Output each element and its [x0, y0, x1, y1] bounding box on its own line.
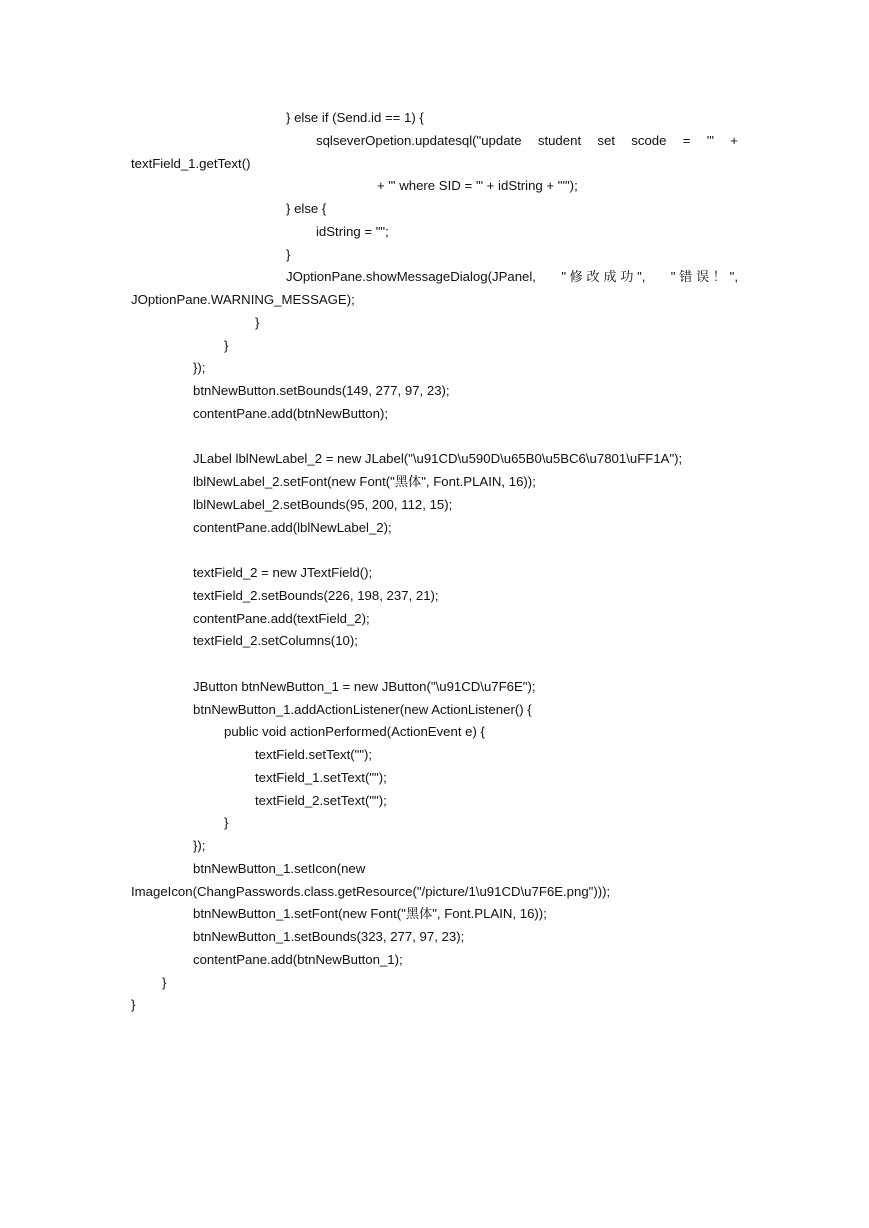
- code-line: btnNewButton_1.addActionListener(new ActionListener() {: [193, 701, 532, 717]
- code-line: });: [193, 838, 206, 853]
- code-line: }: [224, 337, 229, 353]
- code-token: JOptionPane.showMessageDialog(JPanel,: [286, 269, 536, 285]
- code-line: idString = "";: [316, 223, 389, 239]
- code-line: lblNewLabel_2.setFont(new Font("黑体", Font.PLAIN, 16));: [193, 474, 536, 489]
- code-line: contentPane.add(btnNewButton_1);: [193, 951, 403, 967]
- code-line: contentPane.add(textField_2);: [193, 610, 370, 626]
- code-line: ImageIcon(ChangPasswords.class.getResource("/picture/1\u91CD\u7F6E.png")));: [131, 883, 611, 899]
- code-line: }: [131, 997, 136, 1013]
- code-line: contentPane.add(btnNewButton);: [193, 405, 389, 421]
- code-line: textField_2.setText("");: [255, 792, 387, 808]
- code-token: " 修 改 成 功 ",: [561, 269, 646, 285]
- code-token: student: [537, 132, 582, 148]
- code-line: textField.setText("");: [255, 747, 373, 762]
- code-line: textField_2.setBounds(226, 198, 237, 21);: [193, 587, 439, 603]
- code-line: + "' where SID = '" + idString + "'");: [377, 178, 578, 194]
- code-line: [316, 129, 738, 152]
- code-line: btnNewButton_1.setIcon(new: [193, 860, 366, 876]
- code-line: contentPane.add(lblNewLabel_2);: [193, 519, 392, 535]
- code-line: btnNewButton_1.setBounds(323, 277, 97, 23);: [193, 929, 465, 944]
- code-line: textField_2 = new JTextField();: [193, 565, 373, 580]
- code-line: }: [286, 246, 291, 262]
- code-token: set: [597, 132, 615, 148]
- code-line: }: [255, 314, 260, 330]
- code-line: textField_1.getText(): [131, 155, 251, 171]
- code-token: =: [682, 132, 691, 148]
- code-token: scode: [631, 132, 667, 148]
- code-line: [286, 265, 738, 288]
- code-line: JLabel lblNewLabel_2 = new JLabel("\u91CD\u590D\u65B0\u5BC6\u7801\uFF1A");: [193, 451, 683, 467]
- code-line: });: [193, 360, 206, 376]
- code-line: } else {: [286, 201, 327, 216]
- code-line: JButton btnNewButton_1 = new JButton("\u91CD\u7F6E");: [193, 678, 536, 694]
- code-token: +: [730, 132, 738, 148]
- code-token: '": [706, 132, 714, 148]
- code-line: textField_2.setColumns(10);: [193, 633, 358, 649]
- code-line: lblNewLabel_2.setBounds(95, 200, 112, 15);: [193, 496, 453, 512]
- code-line: public void actionPerformed(ActionEvent e) {: [224, 724, 485, 740]
- code-token: sqlseverOpetion.updatesql("update: [316, 132, 522, 148]
- code-line: }: [162, 974, 167, 990]
- code-line: btnNewButton_1.setFont(new Font("黑体", Font.PLAIN, 16));: [193, 906, 547, 922]
- code-token: " 错 误 ！ ",: [670, 269, 738, 285]
- code-line: JOptionPane.WARNING_MESSAGE);: [131, 292, 355, 307]
- code-line: } else if (Send.id == 1) {: [286, 110, 424, 125]
- code-line: btnNewButton.setBounds(149, 277, 97, 23);: [193, 383, 450, 398]
- code-line: textField_1.setText("");: [255, 769, 387, 785]
- code-line: }: [224, 815, 229, 831]
